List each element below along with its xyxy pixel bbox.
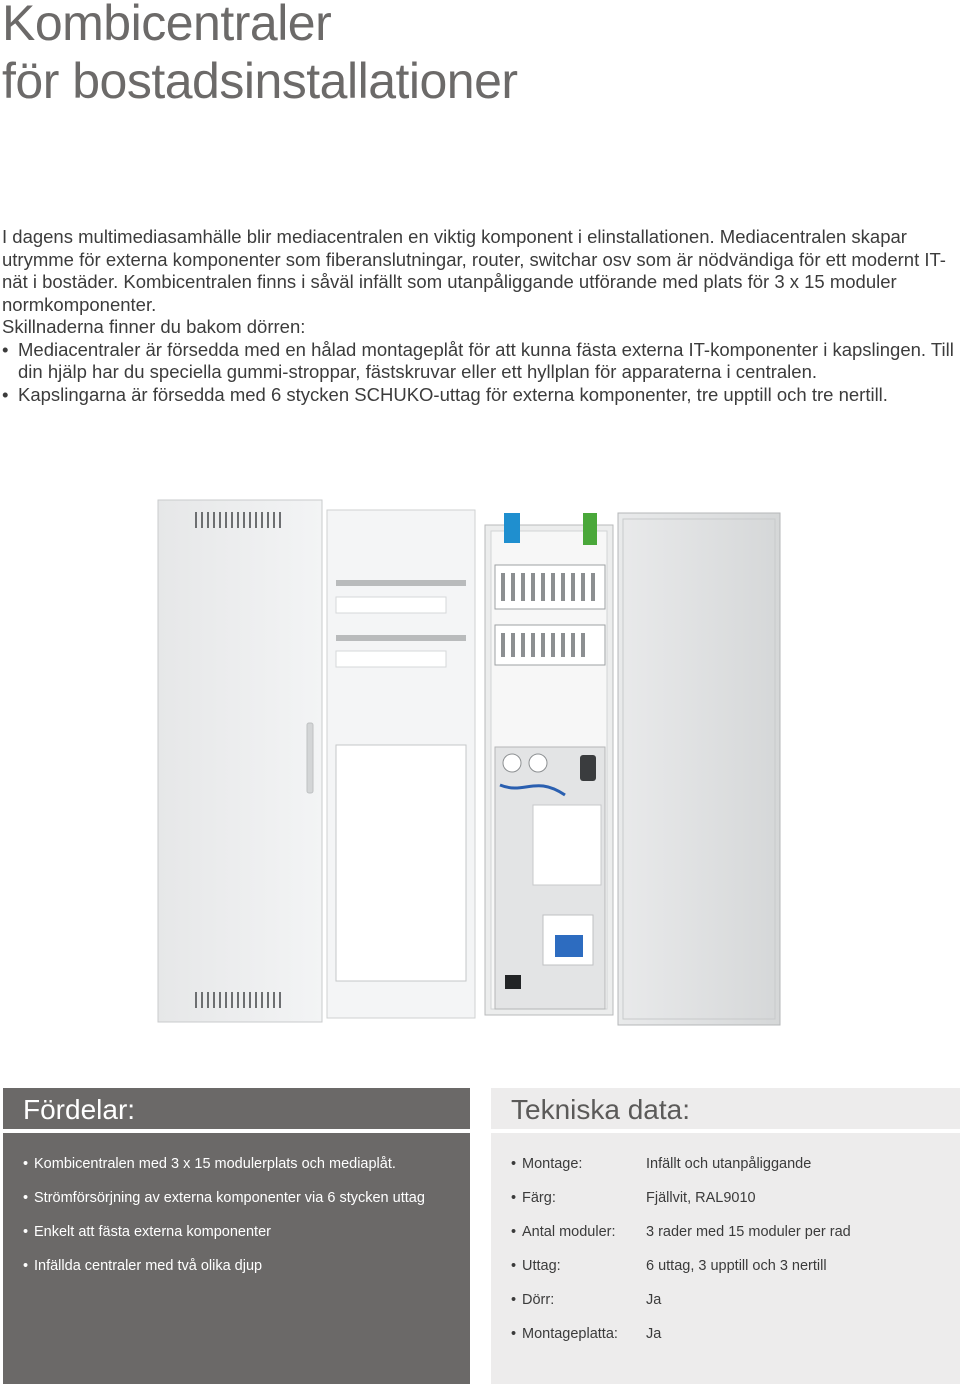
tekniska-list [491, 1133, 960, 1351]
spec-row [511, 1181, 960, 1215]
spec-row [511, 1249, 960, 1283]
spec-label: • Dörr: [522, 1292, 555, 1308]
intro-text [2, 226, 958, 406]
spec-label: • Färg: [522, 1190, 556, 1206]
fordelar-item: • Strömförsörjning av externa komponenter via 6 stycken uttag [23, 1181, 470, 1215]
fordelar-list [3, 1133, 470, 1283]
fordelar-item: • Kombicentralen med 3 x 15 modulerplats och mediaplåt. [23, 1147, 470, 1181]
spec-label: • Uttag: [522, 1258, 561, 1274]
fordelar-item: • Infällda centraler med två olika djup [23, 1249, 470, 1283]
fordelar-item: • Enkelt att fästa externa komponenter [23, 1215, 470, 1249]
intro-bullet: • Kapslingarna är försedda med 6 stycken SCHUKO-uttag för externa komponenter, tre upptill och tre nertill. [2, 384, 958, 407]
spec-row [511, 1147, 960, 1181]
page-title [2, 0, 518, 110]
title-line-1: Kombicentraler [2, 0, 332, 51]
intro-paragraph: I dagens multimediasamhälle blir mediacentralen en viktig komponent i elinstallationen. Mediacentralen skapar utrymme för externa komponenter som fiberanslutningar, router, switchar osv som är nödvändiga för ett modernt IT-nät i bostäder. Kombicentralen finns i såväl infällt som utanpåliggande utförande med plats för 3 x 15 moduler normkomponenter. [2, 226, 946, 315]
intro-bullet: • Mediacentraler är försedda med en hålad montageplåt för att kunna fästa externa IT-komponenter i kapslingen. Till din hjälp har du speciella gummi-stroppar, fästskruvar eller ett hyllplan för apparaterna i centralen. [2, 339, 958, 384]
tekniska-data-panel [491, 1088, 960, 1384]
title-line-2: för bostadsinstallationer [2, 53, 518, 109]
fordelar-heading: Fördelar: [23, 1094, 136, 1125]
spec-row [511, 1283, 960, 1317]
cabinet-interior [485, 513, 613, 1015]
spec-label: • Antal moduler: [522, 1224, 616, 1240]
fordelar-panel [3, 1088, 470, 1384]
cover-plate [327, 510, 475, 1018]
spec-label: • Montage: [522, 1156, 583, 1172]
spec-value: 6 uttag, 3 upptill och 3 nertill [646, 1258, 827, 1274]
intro-bullet-list [2, 339, 958, 407]
spec-value: 3 rader med 15 moduler per rad [646, 1224, 851, 1240]
spec-value: Fjällvit, RAL9010 [646, 1190, 756, 1206]
spec-value: Infällt och utanpåliggande [646, 1156, 812, 1172]
front-door [158, 500, 322, 1022]
spec-value: Ja [646, 1326, 662, 1342]
intro-lead: Skillnaderna finner du bakom dörren: [2, 316, 306, 337]
spec-row [511, 1317, 960, 1351]
product-photo [155, 495, 795, 1035]
spec-label: • Montageplatta: [522, 1326, 618, 1342]
tekniska-heading: Tekniska data: [511, 1094, 690, 1125]
spec-row [511, 1215, 960, 1249]
spec-value: Ja [646, 1292, 662, 1308]
open-door [618, 513, 780, 1025]
